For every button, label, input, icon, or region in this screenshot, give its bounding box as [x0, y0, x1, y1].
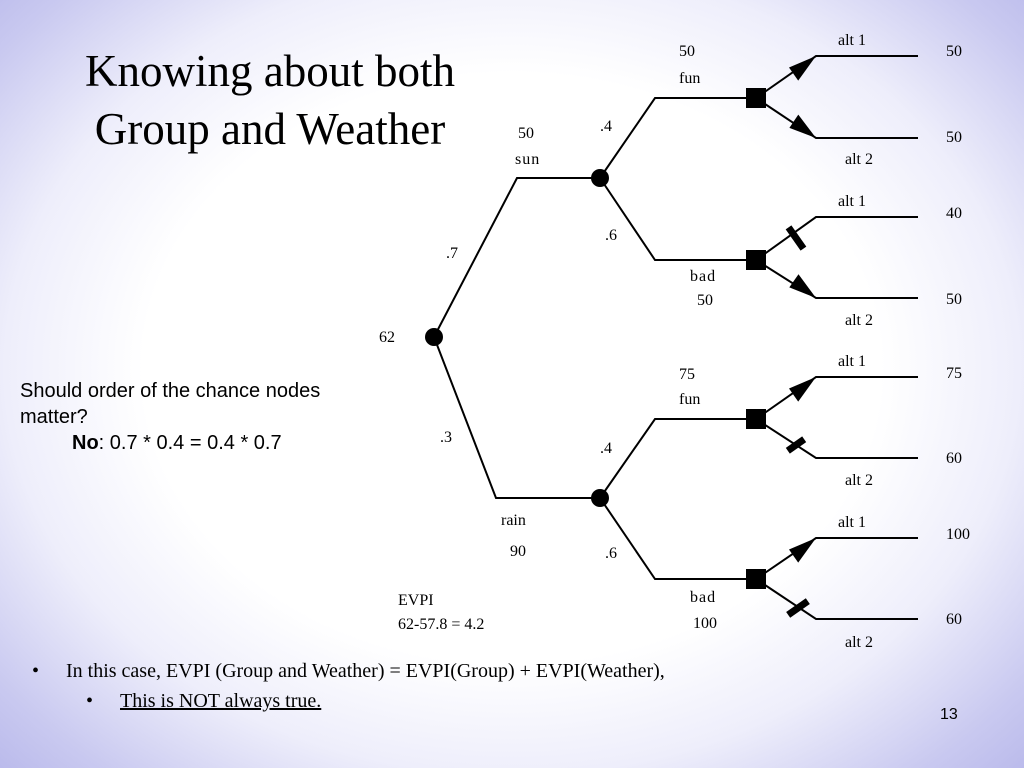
- payoff-sun-fun-alt1: 50: [946, 43, 962, 60]
- question-line-1: Should order of the chance nodes: [20, 380, 321, 402]
- branch-rain-bad-alt2: [756, 579, 918, 619]
- branch-sun-fun-alt2: [756, 98, 918, 138]
- branch-rain: [434, 337, 600, 498]
- arrow-rain-bad-alt1: [789, 538, 816, 563]
- arrow-sun-fun-alt2: [789, 115, 816, 138]
- sun-fun-value: 50: [679, 43, 695, 60]
- payoff-sun-bad-alt1: 40: [946, 205, 962, 222]
- sun-bad-alt1-label: alt 1: [838, 193, 866, 210]
- sub-bullet-marker: •: [86, 690, 94, 712]
- rain-value: 90: [510, 543, 526, 560]
- rain-fun-label: fun: [679, 391, 701, 408]
- sun-fun-alt1-label: alt 1: [838, 32, 866, 49]
- sun-value: 50: [518, 125, 534, 142]
- payoff-rain-bad-alt1: 100: [946, 526, 970, 543]
- bullet-item: [32, 656, 932, 686]
- sun-bad-label: bad: [690, 268, 717, 285]
- payoff-rain-bad-alt2: 60: [946, 611, 962, 628]
- sub-bullet-text: This is NOT always true.: [120, 690, 322, 712]
- pruned-sun-bad-alt1: [786, 225, 807, 250]
- root-chance-node: [425, 328, 443, 346]
- branch-sun-bad-alt1: [756, 217, 918, 260]
- rain-bad-probability: .6: [605, 545, 617, 562]
- decision-node-rain-fun: [746, 409, 766, 429]
- sun-bad-probability: .6: [605, 227, 617, 244]
- root-value: 62: [379, 329, 395, 346]
- question-line-2: matter?: [20, 406, 88, 428]
- evpi-label: EVPI: [398, 592, 434, 609]
- branch-sun-bad-alt2: [756, 260, 918, 298]
- rain-bad-value: 100: [693, 615, 717, 632]
- answer-explanation: : 0.7 * 0.4 = 0.4 * 0.7: [98, 432, 282, 454]
- sun-fun-probability: .4: [600, 118, 612, 135]
- rain-fun-value: 75: [679, 366, 695, 383]
- arrow-sun-bad-alt2: [789, 274, 816, 298]
- bullet-list: [32, 656, 932, 716]
- rain-probability: .3: [440, 429, 452, 446]
- rain-chance-node: [591, 489, 609, 507]
- sun-fun-label: fun: [679, 70, 701, 87]
- arrowheads: [789, 56, 816, 563]
- arrow-sun-fun-alt1: [789, 56, 816, 81]
- arrow-rain-fun-alt1: [789, 377, 816, 402]
- evpi-calculation: 62-57.8 = 4.2: [398, 616, 485, 633]
- branch-rain-bad: [600, 498, 756, 579]
- branch-sun-bad: [600, 178, 756, 260]
- branch-rain-fun-alt2: [756, 419, 918, 458]
- branch-sun: [434, 178, 600, 337]
- payoff-sun-bad-alt2: 50: [946, 291, 962, 308]
- rain-fun-probability: .4: [600, 440, 612, 457]
- rain-fun-alt2-label: alt 2: [845, 472, 873, 489]
- sun-label: sun: [515, 151, 541, 168]
- bullet-marker: •: [32, 660, 40, 682]
- pruned-rain-fun-alt2: [786, 436, 806, 453]
- payoff-sun-fun-alt2: 50: [946, 129, 962, 146]
- slide-number: 13: [940, 706, 958, 723]
- payoff-rain-fun-alt2: 60: [946, 450, 962, 467]
- branch-sun-fun: [600, 98, 756, 178]
- rain-bad-label: bad: [690, 589, 717, 606]
- rain-bad-alt2-label: alt 2: [845, 634, 873, 651]
- branch-rain-fun-alt1: [756, 377, 918, 419]
- branch-rain-fun: [600, 419, 756, 498]
- sub-bullet-item: [86, 686, 932, 716]
- decision-node-sun-bad: [746, 250, 766, 270]
- branch-rain-bad-alt1: [756, 538, 918, 579]
- rain-bad-alt1-label: alt 1: [838, 514, 866, 531]
- decision-node-rain-bad: [746, 569, 766, 589]
- branch-sun-fun-alt1: [756, 56, 918, 98]
- slide-title-line-1: Knowing about both: [85, 46, 455, 96]
- payoff-rain-fun-alt1: 75: [946, 365, 962, 382]
- bullet-text: In this case, EVPI (Group and Weather) = EVPI(Group) + EVPI(Weather),: [66, 660, 665, 682]
- sun-fun-alt2-label: alt 2: [845, 151, 873, 168]
- sun-bad-alt2-label: alt 2: [845, 312, 873, 329]
- tree-branches: [434, 56, 918, 619]
- slide-title-line-2: Group and Weather: [94, 104, 446, 154]
- rain-label: rain: [501, 512, 526, 529]
- sun-chance-node: [591, 169, 609, 187]
- decision-node-sun-fun: [746, 88, 766, 108]
- sun-bad-value: 50: [697, 292, 713, 309]
- rain-fun-alt1-label: alt 1: [838, 353, 866, 370]
- answer-keyword: No: [72, 432, 99, 454]
- sun-probability: .7: [446, 245, 458, 262]
